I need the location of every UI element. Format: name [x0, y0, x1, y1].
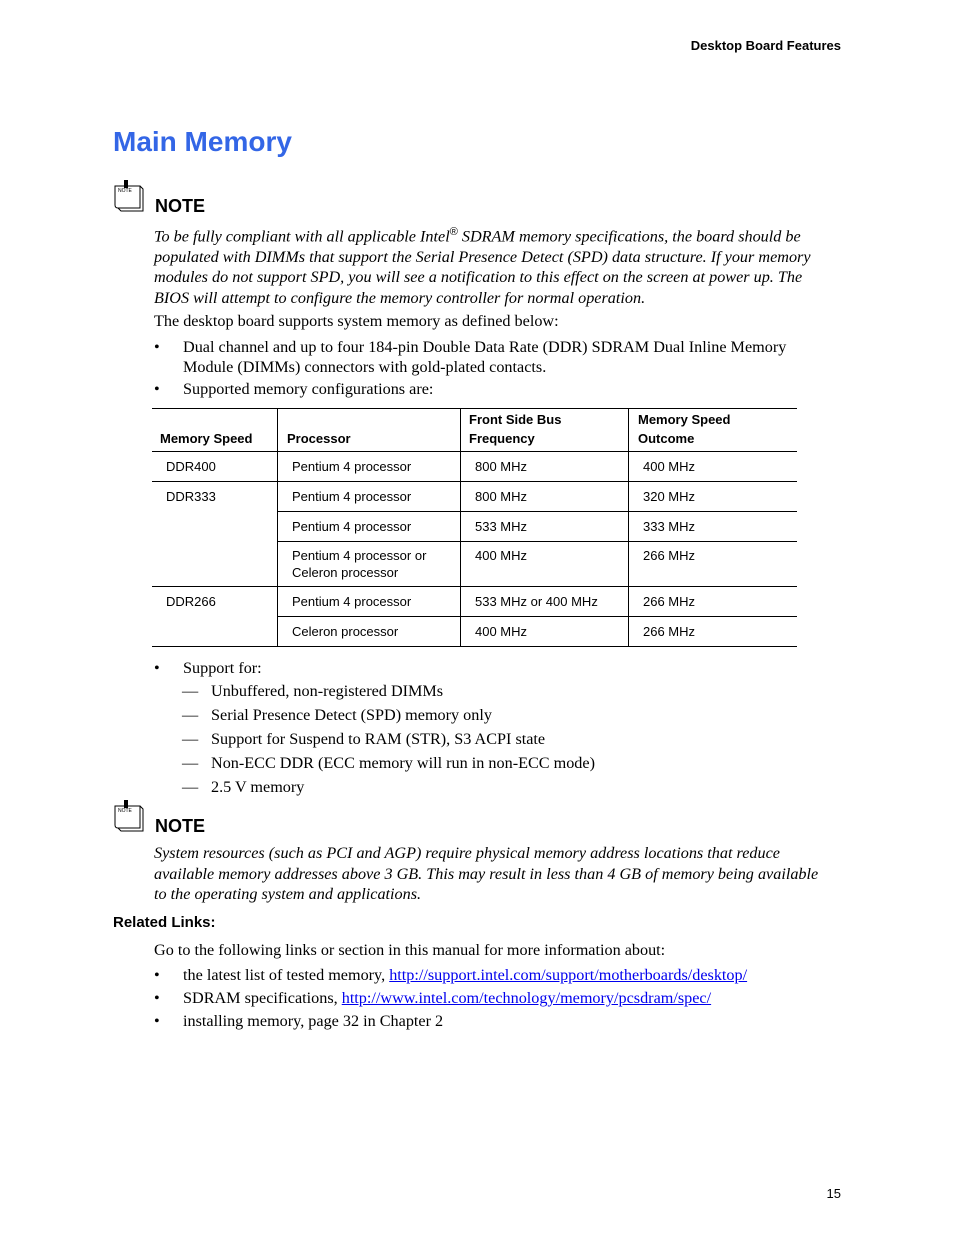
- bullet-marker: •: [154, 659, 160, 677]
- bullet-marker: •: [154, 380, 160, 398]
- note-icon: [112, 798, 146, 832]
- table-cell: Pentium 4 processor: [292, 594, 412, 609]
- support-item: Serial Presence Detect (SPD) memory only: [211, 706, 492, 724]
- bullet-item: Supported memory configurations are:: [183, 380, 434, 398]
- table-cell: 266 MHz: [643, 594, 696, 609]
- table-cell: Pentium 4 processor: [292, 459, 412, 474]
- support-item: Non-ECC DDR (ECC memory will run in non-ECC mode): [211, 754, 595, 772]
- bullet-marker: •: [154, 966, 160, 984]
- table-cell: 400 MHz: [475, 624, 528, 639]
- note-icon: [112, 178, 146, 212]
- svg-text:NOTE: NOTE: [118, 188, 132, 194]
- column-header: Processor: [287, 431, 351, 446]
- related-links-heading: Related Links:: [113, 914, 216, 931]
- table-cell: DDR333: [166, 489, 216, 504]
- table-cell: 266 MHz: [643, 624, 696, 639]
- related-intro: Go to the following links or section in this manual for more information about:: [154, 941, 666, 959]
- related-item: the latest list of tested memory, http://support.intel.com/support/motherboards/desktop/: [183, 966, 748, 984]
- dash-marker: —: [182, 754, 199, 772]
- bullet-marker: •: [154, 1012, 160, 1030]
- table-cell: 800 MHz: [475, 489, 528, 504]
- dash-marker: —: [182, 706, 199, 724]
- svg-text:NOTE: NOTE: [118, 808, 132, 814]
- table-cell: 400 MHz: [643, 459, 696, 474]
- column-header: Memory Speed Outcome: [638, 412, 731, 446]
- column-header: Front Side Bus Frequency: [469, 412, 562, 446]
- column-header: Memory Speed: [160, 431, 253, 446]
- table-cell: DDR400: [166, 459, 216, 474]
- note-text: To be fully compliant with all applicable Intel® SDRAM memory specifications, the board should be populated with DIMMs that support the Serial Presence Detect (SPD) data structure. If your memory modules do not support SPD, you will see a notification to this effect on the screen at power up. The BIOS will attempt to configure the memory controller for normal operation.: [154, 226, 811, 307]
- support-label: Support for:: [183, 659, 262, 677]
- intro-text: The desktop board supports system memory as defined below:: [154, 312, 559, 330]
- page-title: Main Memory: [113, 126, 292, 157]
- bullet-marker: •: [154, 989, 160, 1007]
- support-item: Support for Suspend to RAM (STR), S3 ACPI state: [211, 730, 546, 748]
- related-item: installing memory, page 32 in Chapter 2: [183, 1012, 444, 1030]
- related-item: SDRAM specifications, http://www.intel.com/technology/memory/pcsdram/spec/: [183, 989, 712, 1007]
- table-cell: 320 MHz: [643, 489, 696, 504]
- sdram-spec-link[interactable]: http://www.intel.com/technology/memory/pcsdram/spec/: [341, 989, 712, 1007]
- tested-memory-link[interactable]: http://support.intel.com/support/motherboards/desktop/: [389, 966, 748, 984]
- support-item: 2.5 V memory: [211, 778, 305, 796]
- table-cell: Celeron processor: [292, 624, 399, 639]
- support-item: Unbuffered, non-registered DIMMs: [211, 682, 444, 700]
- dash-marker: —: [182, 730, 199, 748]
- table-cell: 533 MHz or 400 MHz: [475, 594, 598, 609]
- page-number: 15: [826, 1186, 841, 1201]
- table-cell: Pentium 4 processor or Celeron processor: [292, 548, 427, 580]
- table-cell: 533 MHz: [475, 519, 528, 534]
- table-cell: DDR266: [166, 594, 216, 609]
- table-cell: Pentium 4 processor: [292, 519, 412, 534]
- table-cell: 333 MHz: [643, 519, 696, 534]
- note-heading: NOTE: [155, 816, 206, 836]
- note-text: System resources (such as PCI and AGP) require physical memory address locations that reduce available memory addresses above 3 GB. This may result in less than 4 GB of memory being available to the operating system and applications.: [154, 844, 819, 903]
- table-cell: Pentium 4 processor: [292, 489, 412, 504]
- dash-marker: —: [182, 682, 199, 700]
- running-header: Desktop Board Features: [690, 38, 841, 53]
- dash-marker: —: [182, 778, 199, 796]
- bullet-marker: •: [154, 338, 160, 356]
- table-cell: 800 MHz: [475, 459, 528, 474]
- note-heading: NOTE: [155, 196, 206, 216]
- table-cell: 400 MHz: [475, 548, 528, 563]
- bullet-item: Dual channel and up to four 184-pin Double Data Rate (DDR) SDRAM Dual Inline Memory Module (DIMMs) connectors with gold-plated contacts.: [183, 338, 787, 376]
- table-cell: 266 MHz: [643, 548, 696, 563]
- memory-config-table: [152, 408, 797, 646]
